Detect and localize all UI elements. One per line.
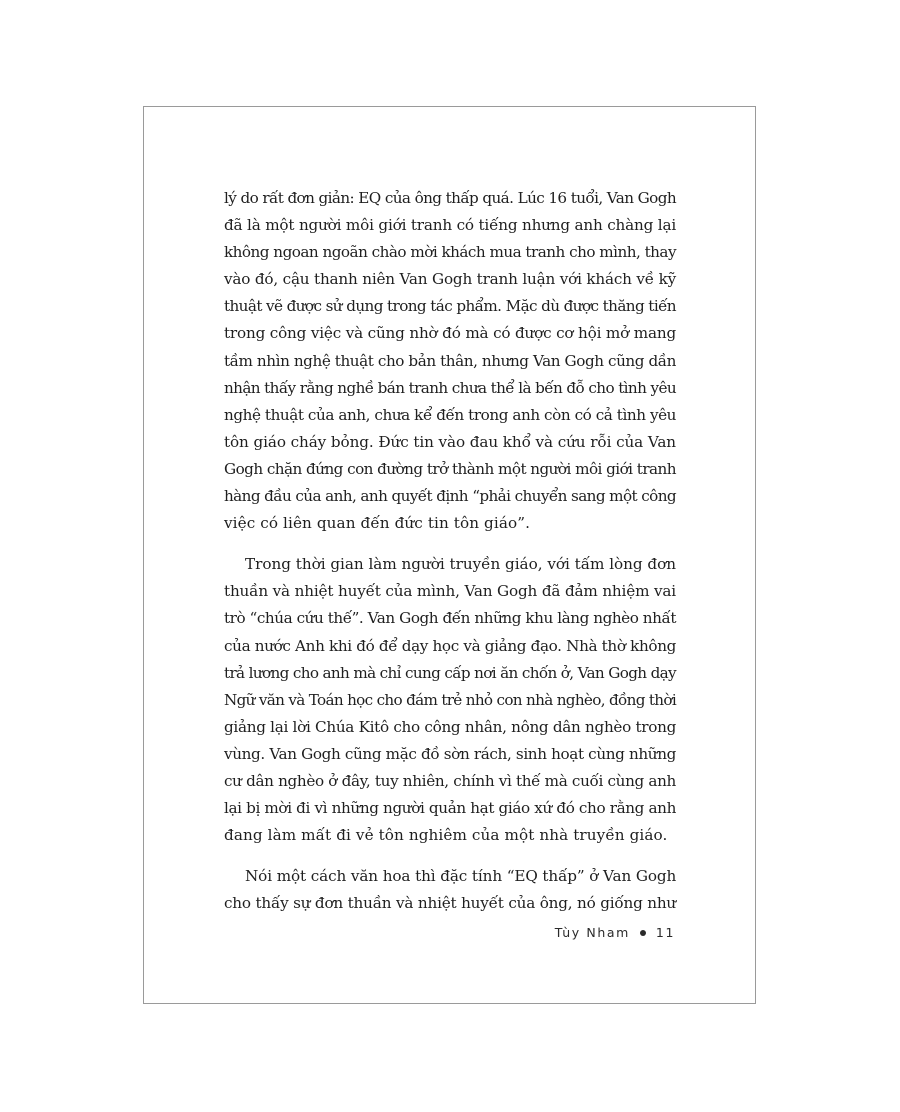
- text-line: nhận thấy rằng nghề bán tranh chưa thể là bến đỗ cho tình yêu: [224, 378, 676, 397]
- text-line: trong công việc và cũng nhờ đó mà có được cơ hội mở mang: [224, 324, 676, 343]
- text-line: vào đó, cậu thanh niên Van Gogh tranh luận với khách về kỹ: [224, 270, 676, 289]
- text-line: đã là một người môi giới tranh có tiếng nhưng anh chàng lại: [224, 216, 676, 235]
- text-line: trò “chúa cứu thế”. Van Gogh đến những khu làng nghèo nhất: [224, 609, 676, 628]
- text-line: không ngoan ngoãn chào mời khách mua tranh cho mình, thay: [224, 243, 676, 262]
- bullet-separator-icon: [640, 930, 646, 936]
- text-line: thuật vẽ được sử dụng trong tác phẩm. Mặc dù được thăng tiến: [224, 297, 676, 316]
- text-line: Ngữ văn và Toán học cho đám trẻ nhỏ con nhà nghèo, đồng thời: [224, 690, 676, 709]
- text-line: cư dân nghèo ở đây, tuy nhiên, chính vì thế mà cuối cùng anh: [224, 771, 676, 790]
- text-line: lý do rất đơn giản: EQ của ông thấp quá. Lúc 16 tuổi, Van Gogh: [224, 189, 676, 207]
- text-line: tôn giáo cháy bỏng. Đức tin vào đau khổ và cứu rỗi của Van: [224, 432, 676, 451]
- text-line: Gogh chặn đứng con đường trở thành một người môi giới tranh: [224, 459, 676, 478]
- page-number: 11: [655, 925, 675, 940]
- text-line: của nước Anh khi đó để dạy học và giảng đạo. Nhà thờ không: [224, 636, 676, 655]
- text-line: cho thấy sự đơn thuần và nhiệt huyết của ông, nó giống như: [224, 894, 676, 913]
- text-line: Nói một cách văn hoa thì đặc tính “EQ thấp” ở Van Gogh: [245, 867, 677, 886]
- text-line: lại bị mời đi vì những người quản hạt giáo xứ đó cho rằng anh: [224, 799, 676, 818]
- text-line: hàng đầu của anh, anh quyết định “phải chuyển sang một công: [224, 487, 676, 506]
- text-line: đang làm mất đi vẻ tôn nghiêm của một nhà truyền giáo.: [224, 826, 668, 845]
- body-text: [224, 185, 676, 917]
- text-line: việc có liên quan đến đức tin tôn giáo”.: [224, 514, 531, 533]
- text-line: giảng lại lời Chúa Kitô cho công nhân, nông dân nghèo trong: [224, 717, 676, 736]
- book-page: [143, 106, 756, 1004]
- page-footer: [555, 925, 675, 940]
- paragraph-3: [224, 863, 676, 917]
- paragraph-2: [224, 551, 676, 849]
- text-line: thuần và nhiệt huyết của mình, Van Gogh đã đảm nhiệm vai: [224, 582, 676, 601]
- text-line: trả lương cho anh mà chỉ cung cấp nơi ăn chốn ở, Van Gogh dạy: [224, 663, 676, 682]
- running-author: Tùy Nham: [554, 925, 630, 940]
- text-line: tầm nhìn nghệ thuật cho bản thân, nhưng Van Gogh cũng dần: [224, 351, 676, 370]
- text-line: vùng. Van Gogh cũng mặc đồ sờn rách, sinh hoạt cùng những: [224, 744, 676, 763]
- text-line: Trong thời gian làm người truyền giáo, với tấm lòng đơn: [245, 555, 676, 574]
- text-line: nghệ thuật của anh, chưa kể đến trong anh còn có cả tình yêu: [224, 405, 676, 424]
- paragraph-1: [224, 185, 676, 537]
